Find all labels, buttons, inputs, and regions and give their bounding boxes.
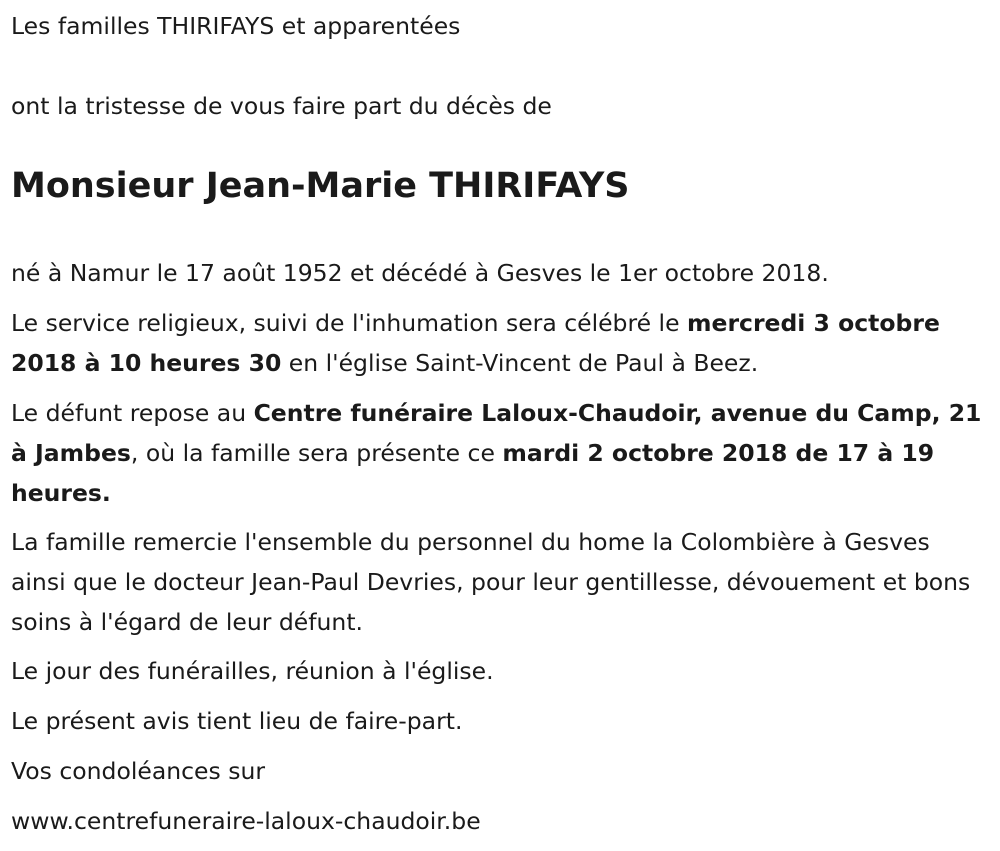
rest-text-before: Le défunt repose au <box>11 399 254 427</box>
rest-location: Centre funéraire Laloux-Chaudoir, avenue du Camp, 21 à Jambes <box>11 399 982 467</box>
notice-statement: Le présent avis tient lieu de faire-part. <box>11 707 463 735</box>
rest-text-middle: , où la famille sera présente ce <box>130 439 503 467</box>
condolences-label: Vos condoléances sur <box>11 757 266 785</box>
rest-visit-time: mardi 2 octobre 2018 de 17 à 19 heures. <box>11 439 935 507</box>
rest-paragraph <box>11 393 986 513</box>
website-link[interactable]: www.centrefuneraire-laloux-chaudoir.be <box>11 807 481 835</box>
intro-sorrow: ont la tristesse de vous faire part du décès de <box>11 92 552 120</box>
birth-death-text: né à Namur le 17 août 1952 et décédé à Gesves le 1er octobre 2018. <box>11 259 829 287</box>
service-text-before: Le service religieux, suivi de l'inhumation sera célébré le <box>11 309 688 337</box>
service-text-after: en l'église Saint-Vincent de Paul à Beez. <box>281 349 759 377</box>
service-date-time: mercredi 3 octobre 2018 à 10 heures 30 <box>11 309 940 377</box>
intro-families: Les familles THIRIFAYS et apparentées <box>11 12 461 40</box>
thanks-paragraph: La famille remercie l'ensemble du personnel du home la Colombière à Gesves ainsi que le docteur Jean-Paul Devries, pour leur gentillesse, dévouement et bons soins à l'égard de leur défunt. <box>11 528 971 636</box>
funeral-day-text: Le jour des funérailles, réunion à l'église. <box>11 657 494 685</box>
deceased-name: Monsieur Jean-Marie THIRIFAYS <box>11 166 630 206</box>
service-paragraph <box>11 303 986 383</box>
